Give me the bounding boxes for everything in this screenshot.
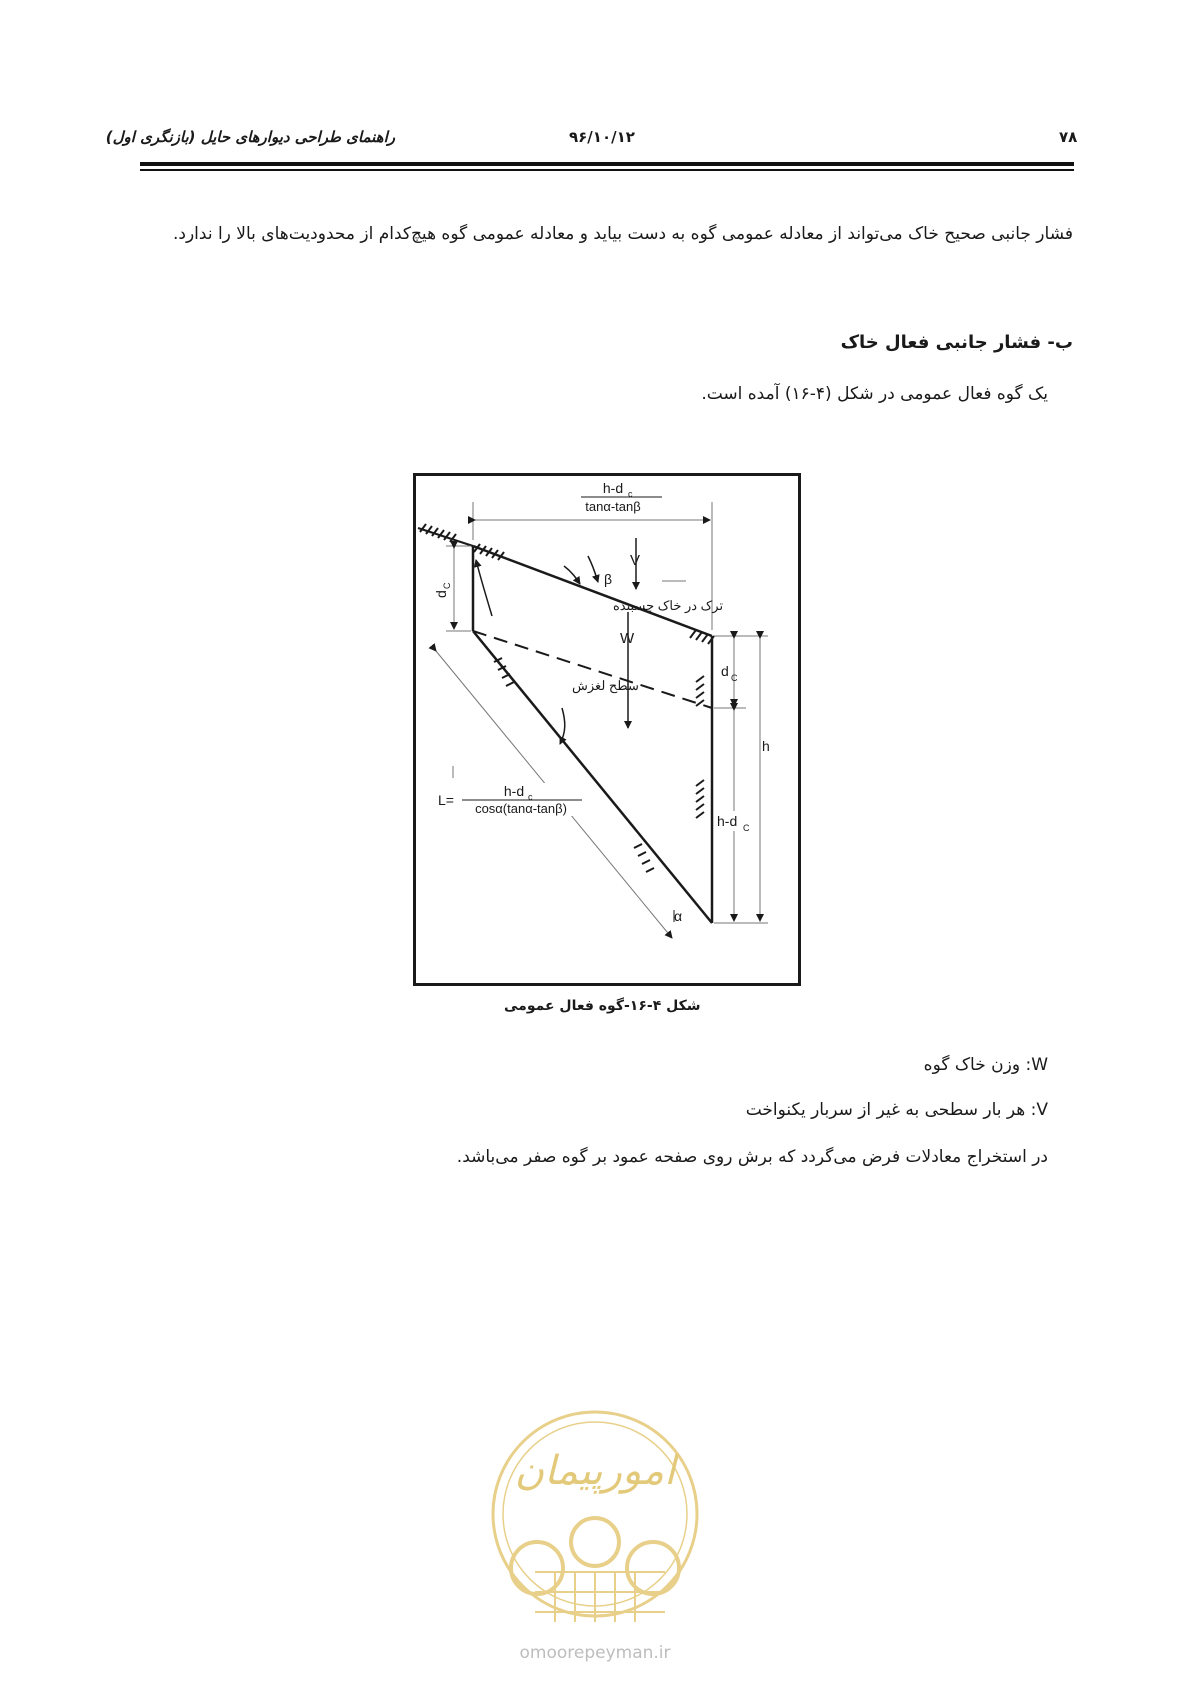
crack-label: ترک در خاک چسبنده (613, 598, 724, 613)
dc-left-label (433, 582, 452, 598)
running-header-date: ۹۶/۱۰/۱۲ (569, 128, 635, 146)
watermark-logo-text: امورپیمان (514, 1448, 676, 1494)
h-dc-label (717, 811, 753, 833)
svg-text:h-d: h-d (717, 813, 738, 829)
watermark (475, 1392, 715, 1668)
watermark-logo (475, 1392, 715, 1668)
page-number: ۷۸ (1059, 128, 1078, 146)
v-label: V (630, 552, 641, 569)
figure-intro-paragraph: یک گوه فعال عمومی در شکل (۴-۱۶) آمده است. (701, 384, 1048, 404)
definition-v (746, 1100, 1048, 1120)
svg-text:C: C (731, 673, 738, 683)
svg-text:h-d: h-d (503, 783, 525, 799)
top-fraction-denominator: tanα-tanβ (585, 499, 641, 514)
svg-text:c: c (528, 792, 533, 802)
running-header-title: راهنمای طراحی دیوارهای حایل (بازنگری اول) (105, 128, 395, 146)
soil-hatching (420, 524, 714, 872)
alpha-label: α (674, 908, 683, 924)
header-rule-thin (140, 169, 1074, 171)
section-heading: ب- فشار جانبی فعال خاک (840, 332, 1073, 353)
active-wedge-figure (413, 473, 801, 986)
svg-text:C: C (743, 823, 750, 833)
v-symbol: V (1036, 1100, 1048, 1120)
svg-text:L=: L= (438, 792, 454, 808)
svg-text:C: C (442, 582, 452, 589)
top-fraction-numerator: h-d (602, 480, 624, 496)
h-label: h (762, 738, 770, 754)
w-definition-text: : وزن خاک گوه (923, 1055, 1032, 1075)
header-rule-thick (140, 162, 1074, 166)
assumption-text: در استخراج معادلات فرض می‌گردد که برش روی صفحه عمود بر گوه صفر می‌باشد. (456, 1147, 1048, 1167)
beta-label: β (604, 571, 613, 587)
svg-text:d: d (433, 590, 449, 598)
figure-caption: شکل ۴-۱۶-گوه فعال عمومی (504, 998, 701, 1014)
svg-text:d: d (721, 663, 729, 679)
force-arrows (476, 538, 636, 744)
top-fraction-sub: c (628, 489, 633, 499)
watermark-site: omoorepeyman.ir (519, 1643, 671, 1663)
dc-right-label (721, 663, 738, 683)
l-formula (438, 766, 586, 816)
definition-w (924, 1055, 1048, 1075)
w-label: W (620, 630, 635, 647)
slip-surface-label: سطح لغزش (572, 678, 639, 693)
svg-text:cosα(tanα-tanβ): cosα(tanα-tanβ) (475, 801, 567, 816)
intro-paragraph: فشار جانبی صحیح خاک می‌تواند از معادله عمومی گوه به دست بیاید و معادله عمومی گوه هیچ‌کدام از محدودیت‌های بالا را ندارد. (172, 224, 1073, 244)
w-symbol: W (1031, 1055, 1048, 1075)
dimension-lines (436, 502, 768, 938)
wedge-diagram (416, 476, 798, 983)
v-definition-text: : هر بار سطحی به غیر از سربار یکنواخت (745, 1100, 1037, 1120)
